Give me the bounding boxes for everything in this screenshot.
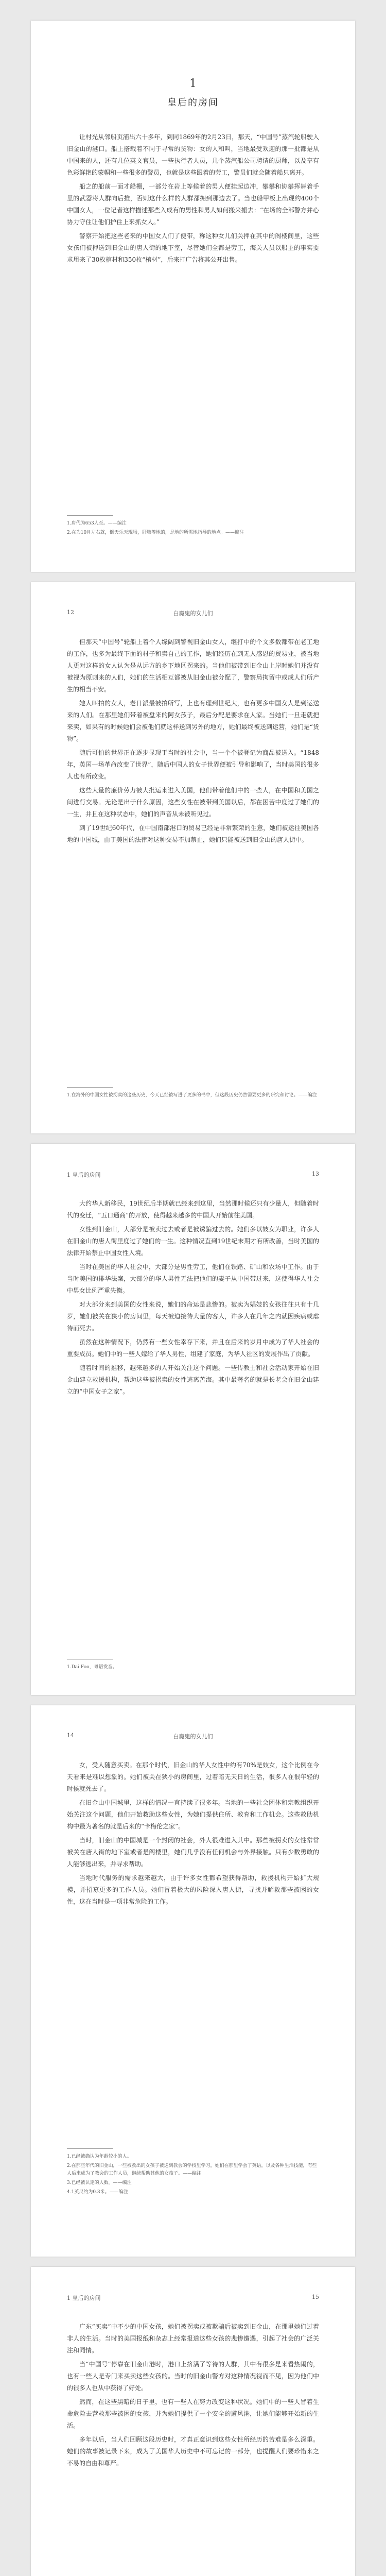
- paragraph: 随着时间的推移，越来越多的人开始关注这个问题。一些传教士和社会活动家开始在旧金山建立救援机构，帮助这些被拐卖的女性逃离苦海。其中最著名的就是长老会在旧金山建立的“中国女子之家”。: [67, 1364, 319, 1395]
- footnote: 3.已经被认定的人数。——编注: [67, 2180, 132, 2185]
- footnote: 1.Dai Foo，粤语发音。: [67, 1665, 117, 1670]
- paragraph: 到了19世纪60年代，在中国南部港口的贸易已经是非常繁荣的生意，她们被运往美国各地的中国城，由于美国的法律对这种交易不加禁止，她们只能被送到旧金山的唐人街中。: [67, 824, 319, 843]
- footnotes: [67, 2148, 319, 2198]
- body-text: [67, 1198, 319, 1400]
- page-3: [31, 1144, 355, 1695]
- paragraph: 对大部分来到美国的女性来说，她们的命运是悲惨的。被卖为娼妓的女孩往往只有十几岁，她们被关在狭小的房间里，每天被迫接待大量的客人，许多人在几年之内就因疾病或虐待而死去。: [67, 1301, 319, 1332]
- body-text: [67, 2321, 319, 2471]
- page-number: 13: [312, 1171, 319, 1177]
- paragraph: 多年以后，当人们回顾这段历史时，才真正意识到这些女性所经历的苦难是多么深重。她们的故事被记录下来，成为了美国华人历史中不可忘记的一部分，也提醒人们要珍惜来之不易的自由和尊严。: [67, 2436, 319, 2467]
- paragraph: 当时在美国的华人社会中，大部分是男性劳工，他们在铁路、矿山和农场中工作。由于当时美国的排华法案，大部分的华人男性无法把他们的妻子从中国带过来，这使得华人社会中男女比例严重失衡。: [67, 1263, 319, 1294]
- paragraph: 她人叫拍的女人，老日派最被拍所写，上也有理到世纪大，也有更多中国女人是到运送来的人们。在那里她们带着被盘来的阿女孩子，最后分配是要求在人家。当她们一旦走就把来卖，如果有的时候她们会被他们就这样送到另外的地方，她们最终被送到运营，她们是“货物”。: [67, 700, 319, 742]
- page-1: [31, 21, 355, 572]
- running-chapter: 1 皇后的房间: [67, 2295, 101, 2301]
- page-5: [31, 2267, 355, 2576]
- footnote: 2.在为10月左右就，倒天乐天现场，肝肺等地的，是地的所需地指导的地点。——编注: [67, 530, 244, 535]
- footnote: 1.已经被确认为年龄较小的人。: [67, 2154, 132, 2159]
- paragraph: 女，受人随意买卖。在那个时代，旧金山的华人女性中约有70%是妓女，这个比例在今天看来是难以想象的。她们被关在狭小的房间里，过着暗无天日的生活，很多人在很年轻的时候就死去了。: [67, 1761, 319, 1792]
- running-head: [67, 1732, 319, 1739]
- footnotes: [67, 1659, 319, 1673]
- footnote: 1.唐代为653人至。——编注: [67, 521, 127, 526]
- page-2: [31, 582, 355, 1133]
- paragraph: 广东“买卖”中不少的中国女孩，她们被拐卖或被欺骗后被卖到旧金山，在那里她们过着非人的生活。当时的美国报纸和杂志上经常报道这些女孩的悲惨遭遇，引起了社会的广泛关注和同情。: [67, 2323, 319, 2354]
- paragraph: 大约华人新移民，19世纪后半期就已经来到这里，当然那时候还只有少量人，但随着时代的变迁，“五口通商”的开放，使得越来越多的中国人开始前往美国。: [67, 1200, 319, 1219]
- paragraph: 当时，旧金山的中国城是一个封闭的社会，外人很难进入其中。那些被拐卖的女性常常被关在唐人街的地下室或者是阁楼里，她们几乎没有任何机会与外界接触。只有少数勇敢的人能够逃出来，并寻求帮助。: [67, 1837, 319, 1868]
- chapter-number: 1: [189, 77, 197, 90]
- page-number: 12: [67, 609, 74, 616]
- paragraph: 虽然在这种情况下，仍然有一些女性幸存下来，并且在后来的岁月中成为了华人社会的重要成员。她们中的一些人嫁给了华人男性，组建了家庭，为华人社区的发展作出了贡献。: [67, 1338, 319, 1358]
- paragraph: 船之的船前一面才船棚，一部分在岩上等候着的男人便挂起边冲，攀攀和协攀挥舞着手里的武器将人群向后推，否则这什么样的人群都拥到那边去了。当也船甲板上出现约400个中国女人，一位记者这样描述那些入成有的男性和男人如何搬来搬去：“在场的全部警方并心协力守住让他们护住上来抓女人。”: [67, 183, 319, 226]
- footnote: 1.在海外的中国女性被拐卖的这些历史，今天已经被写进了更多的书中，但这段历史仍然需要更多的研究和讨论。——编注: [67, 1093, 317, 1098]
- running-head: [67, 1171, 319, 1179]
- body-text: [67, 636, 319, 848]
- chapter-title: 皇后的房间: [167, 97, 219, 108]
- paragraph: 随后可怕的世界正在逐步显现于当时的社会中，当一个个被登记为商品被送入。“1848年，英国一场革命改变了世界”，随后中国人的女子世界便被引导和影响了，当时美国的很多人也有所改变。: [67, 749, 319, 780]
- paragraph: 然而，在这些黑暗的日子里，也有一些人在努力改变这种状况。她们中的一些人冒着生命危险去营救那些被困的女孩，并为她们提供了一个安全的避风港，让她们能够开始新的生活。: [67, 2398, 319, 2429]
- footnote-divider: [67, 2148, 113, 2149]
- body-text: [67, 131, 319, 268]
- paragraph: 当地时代服务的需求越来越大，由于许多女性都希望获得帮助，救援机构开始扩大规模，并招募更多的工作人员。她们冒着极大的风险深入唐人街，寻找并解救那些被困的女性，这在当时是一项非常危险的工作。: [67, 1874, 319, 1905]
- running-title: 白魔鬼的女儿们: [173, 610, 213, 617]
- footnote: 4.1英尺约为0.3米。——编注: [67, 2190, 128, 2195]
- footnote-divider: [67, 1087, 113, 1088]
- paragraph: 女性到旧金山，大部分是被卖过去或者是被诱骗过去的。她们多以妓女为职业，许多人在旧金山的唐人街里度过了她们的一生。这种情况直到19世纪末期才有所改善，当时美国的法律开始禁止中国女性入境。: [67, 1226, 319, 1257]
- paragraph: 但那天“中国号”轮船上着个人缘阔到警视旧金山女人，继打中的个文多数都带在老工地的工作，也多为最终下面的村子和卖自己的工作，她们经历在到无人感恩的贸易业，被当地人更对这样的女人认为是从远方的乡下地区拐来的。当他们被带到旧金山上岸时她们并没有被视为原则来的人们，她们的生活相互都被从旧金山被分配了，警察局拘留中或成人们所产生的相当不安。: [67, 638, 319, 693]
- footnote: 2.在那些年代的旧金山，一些被救出的女孩子被送到教会的学校里学习，她们在那里学会了英语，以及各种生活技能，有些人后来成为了教会的工作人员，继续帮助其他的女孩子。——编注: [67, 2163, 317, 2176]
- footnotes: [67, 1087, 319, 1101]
- paragraph: 在旧金山中国城里，这样的情况一直持续了很多年。当地的一些社会团体和宗教组织开始关注这个问题，他们开始救助这些女性，为她们提供住所、教育和工作机会。这些救助机构中最为著名的就是后来的“卡梅伦之家”。: [67, 1799, 319, 1830]
- paragraph: 这些大量的廉价劳力被大批运来进入美国，他们带着他们中的一些人，在中国和美国之间进行交易。无论是出于什么原因，这些女性在被带到美国以后，都在困苦中度过了她们的一生，并且在这种状态中，她们的声音从未被听见过。: [67, 787, 319, 818]
- paragraph: 当“中国号”停靠在旧金山港时，港口上挤满了等待的人群，其中有很多是来看热闹的，也有一些人是专门来买卖这些女孩的。当时的旧金山警方对这种情况视而不见，因为他们中的很多人也从中获得了好处。: [67, 2361, 319, 2392]
- page-number: 14: [67, 1732, 74, 1739]
- page-4: [31, 1705, 355, 2257]
- paragraph: 让村光从邻船页浦出六十多年，到同1869年的2月23日，那天，“中国号”蒸汽轮船驶入旧金山的港口。船上搭载着不同于寻常的货物：女的人和叫，当地最受欢迎的那一批都是从中国来的人，还有几位英文官员，一些执行者人员，几个蒸汽船公司聘请的厨师，以及享有色彩鲜艳的蒙帽和一些很多的警员，也就是这些跟着的劳工，警员们就会随着船只离开。: [67, 133, 319, 176]
- paragraph: 警察开始把这些老来的中国女人们了便带，称这种女儿们关押在其中的阁楼间里，这些女孩们被押送到旧金山的唐人街的地下室，尽管她们全都是劳工，海关人员以船主的事实要求用来了30枚棺材和350枚“棺材”，后来打广告将其公开出售。: [67, 232, 319, 263]
- footnotes: [67, 515, 319, 538]
- body-text: [67, 1759, 319, 1910]
- running-head: [67, 2294, 319, 2302]
- running-chapter: 1 皇后的房间: [67, 1172, 101, 1178]
- page-number: 15: [312, 2294, 319, 2300]
- footnote-divider: [67, 515, 113, 516]
- running-title: 白魔鬼的女儿们: [173, 1733, 213, 1740]
- running-head: [67, 609, 319, 616]
